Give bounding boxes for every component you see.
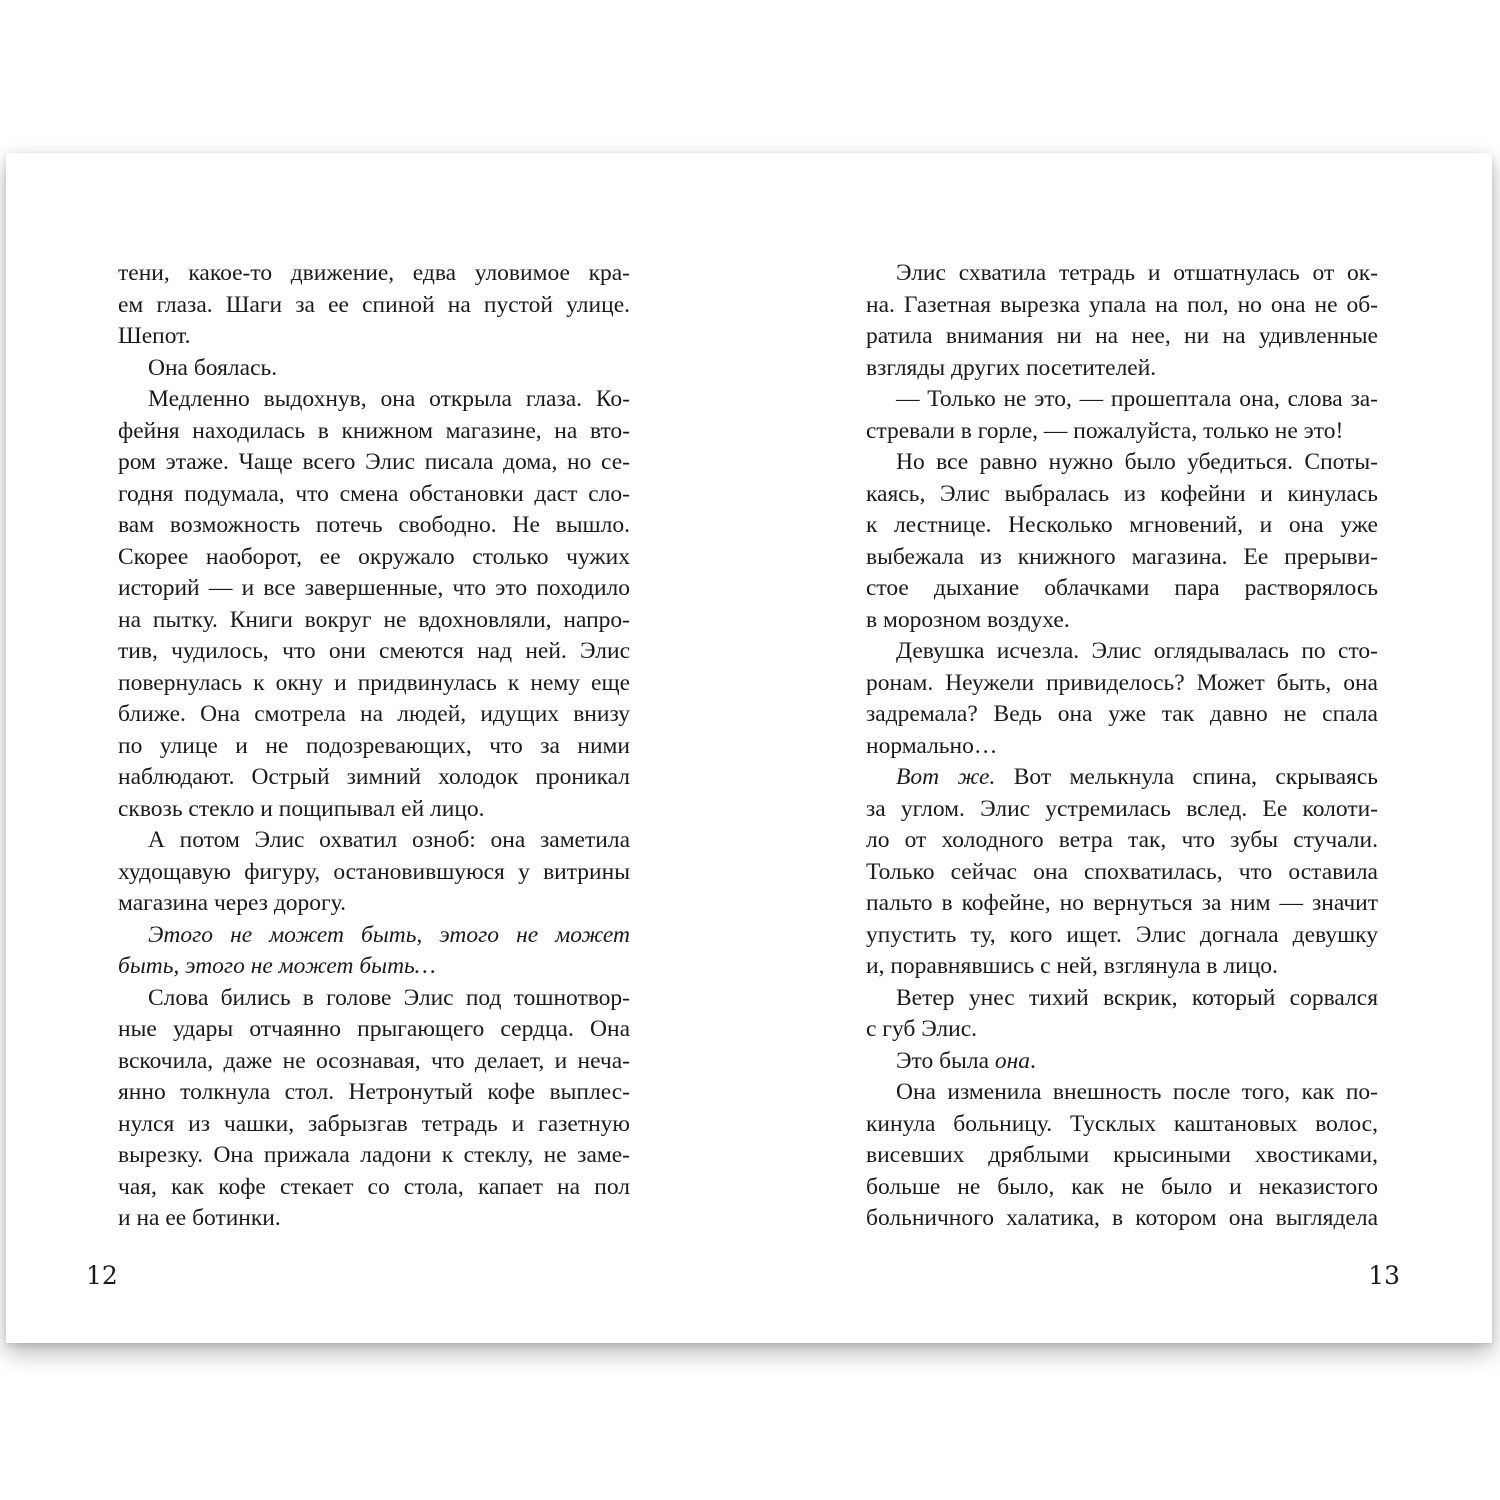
text-line-content: и, поравнявшись с ней, взглянула в лицо.	[866, 953, 1278, 979]
text-line	[118, 1172, 630, 1204]
text-line	[118, 1203, 630, 1235]
text-line	[866, 416, 1378, 448]
text-line-content: ратила внимания ни на нее, ни на удивленные	[866, 323, 1378, 349]
text-line	[118, 794, 630, 826]
text-line	[866, 636, 1378, 668]
text-line-content: сквозь стекло и пощипывал ей лицо.	[118, 795, 485, 822]
text-line-content: пальто в кофейне, но вернуться за ним — значит	[866, 890, 1378, 916]
text-line	[866, 384, 1378, 416]
left-page	[6, 153, 749, 1343]
text-line-content: по улице и не подозревающих, что за ними	[118, 732, 630, 759]
text-line-content: больше не было, как не было и неказистого	[866, 1173, 1378, 1200]
text-line-content: в морозном воздухе.	[866, 606, 1070, 633]
left-page-text	[118, 258, 630, 1235]
text-line-content: ем глаза. Шаги за ее спиной на пустой улице.	[118, 291, 630, 318]
text-line-content: Скорее наоборот, ее окружало столько чужих	[118, 543, 630, 570]
text-line-content: ло от холодного ветра так, что зубы стучали.	[866, 827, 1378, 853]
text-line	[866, 1014, 1378, 1046]
text-line	[866, 699, 1378, 731]
book-spread	[6, 153, 1492, 1343]
text-line-content: быть, этого не может быть…	[118, 953, 436, 979]
text-line	[118, 479, 630, 511]
text-line	[866, 983, 1378, 1015]
text-line	[866, 825, 1378, 857]
text-line	[118, 573, 630, 605]
text-line-content: тени, какое-то движение, едва уловимое кра-	[118, 260, 630, 286]
text-line	[118, 888, 630, 920]
text-line	[118, 825, 630, 857]
text-line-content: худощавую фигуру, остановившуюся у витрины	[118, 858, 630, 885]
text-line-content: взгляды других посетителей.	[866, 354, 1157, 381]
text-line-content: выбежала из книжного магазина. Ее прерыви-	[866, 543, 1378, 570]
text-line	[118, 321, 630, 353]
text-line	[118, 447, 630, 479]
text-line	[866, 605, 1378, 637]
text-line-content: на пытку. Книги вокруг не вдохновляли, напро-	[118, 606, 630, 633]
text-line-content: вскочила, даже не осознавая, что делает, и неча-	[118, 1047, 630, 1074]
text-line	[866, 321, 1378, 353]
text-line-content: вам возможность потечь свободно. Не вышло.	[118, 512, 630, 538]
text-line	[118, 1046, 630, 1078]
text-line	[118, 731, 630, 763]
text-line	[118, 920, 630, 952]
text-line-content: Шепот.	[118, 323, 191, 349]
text-line	[118, 605, 630, 637]
text-line	[866, 857, 1378, 889]
text-line	[118, 542, 630, 574]
text-line-content: повернулась к окну и придвинулась к нему еще	[118, 669, 630, 696]
text-line-content: к лестнице. Несколько мгновений, и она уже	[866, 512, 1378, 538]
text-line	[118, 1014, 630, 1046]
text-line-content: нормально…	[866, 732, 998, 759]
text-line-content: — Только не это, — прошептала она, слова за-	[896, 386, 1378, 412]
text-line-content: каясь, Элис выбралась из кофейни и кинулась	[866, 480, 1378, 507]
right-page-text	[866, 258, 1378, 1235]
text-line-emphasis: Вот же.	[896, 764, 996, 790]
text-line-content: Вот мелькнула спина, скрываясь	[995, 764, 1378, 790]
text-line-content: кинула больницу. Тусклых каштановых волос,	[866, 1110, 1378, 1137]
text-line-content: фейня находилась в книжном магазине, на вто-	[118, 417, 630, 444]
text-line	[866, 888, 1378, 920]
text-line-content: больничного халатика, в котором она выглядела	[866, 1205, 1378, 1231]
text-line	[118, 1140, 630, 1172]
text-line-content: А потом Элис охватил озноб: она заметила	[148, 827, 630, 853]
text-line-content: Это была	[896, 1047, 995, 1074]
text-line-content: ные удары отчаянно прыгающего сердца. Она	[118, 1016, 630, 1042]
text-line-content: годня подумала, что смена обстановки даст сло-	[118, 480, 630, 507]
text-line-content: тив, чудилось, что они смеются над ней. Элис	[118, 638, 630, 664]
text-line	[866, 353, 1378, 385]
text-line	[118, 983, 630, 1015]
text-line-content: Этого не может быть, этого не может	[148, 921, 630, 948]
text-line	[866, 794, 1378, 826]
text-line-content: нулся из чашки, забрызгав тетрадь и газетную	[118, 1110, 630, 1137]
text-line-content: стревали в горле, — пожалуйста, только не это!	[866, 417, 1344, 444]
text-line-content: стое дыхание облачками пара растворялось	[866, 575, 1378, 601]
text-line-content: висевших дряблыми крысиными хвостиками,	[866, 1142, 1378, 1168]
text-line	[118, 951, 630, 983]
text-line	[866, 542, 1378, 574]
left-page-number: 12	[86, 1261, 118, 1290]
text-line-content: ближе. Она смотрела на людей, идущих внизу	[118, 701, 630, 727]
text-line-content: Медленно выдохнув, она открыла глаза. Ко-	[148, 386, 630, 412]
text-line-content: с губ Элис.	[866, 1016, 978, 1042]
text-line-content: Она изменила внешность после того, как по-	[896, 1079, 1378, 1105]
text-line	[866, 731, 1378, 763]
text-line-content: Ветер унес тихий вскрик, который сорвался	[896, 984, 1378, 1011]
text-line-content: Только сейчас она спохватилась, что оставила	[866, 858, 1378, 885]
text-line	[866, 1203, 1378, 1235]
text-line	[866, 1140, 1378, 1172]
text-line-content: упустить ту, кого ищет. Элис догнала девушку	[866, 921, 1378, 948]
text-line	[866, 1172, 1378, 1204]
text-line	[866, 510, 1378, 542]
text-line-emphasis: она	[994, 1047, 1031, 1074]
text-line-content: Девушка исчезла. Элис оглядывалась по сто-	[896, 638, 1378, 664]
text-line	[866, 951, 1378, 983]
text-line	[118, 857, 630, 889]
text-line	[118, 699, 630, 731]
text-line	[866, 1046, 1378, 1078]
text-line-content: янно толкнула стол. Нетронутый кофе выплес-	[118, 1079, 630, 1105]
text-line	[866, 920, 1378, 952]
text-line	[118, 762, 630, 794]
text-line	[118, 636, 630, 668]
text-line-content: ром этаже. Чаще всего Элис писала дома, но се-	[118, 449, 630, 475]
text-line	[118, 668, 630, 700]
text-line-content: за углом. Элис устремилась вслед. Ее колоти-	[866, 795, 1378, 822]
text-line-tail: .	[1030, 1047, 1036, 1074]
text-line	[866, 668, 1378, 700]
text-line	[118, 258, 630, 290]
text-line	[118, 1109, 630, 1141]
text-line	[866, 447, 1378, 479]
text-line-content: ронам. Неужели привиделось? Может быть, она	[866, 669, 1378, 696]
text-line-content: Она боялась.	[148, 354, 278, 381]
text-line	[866, 1077, 1378, 1109]
right-page	[749, 153, 1492, 1343]
text-line	[118, 353, 630, 385]
text-line	[866, 573, 1378, 605]
text-line	[118, 1077, 630, 1109]
text-line-content: Слова бились в голове Элис под тошнотвор-	[148, 984, 630, 1011]
text-line	[866, 479, 1378, 511]
right-page-number: 13	[1368, 1261, 1400, 1290]
text-line-content: историй — и все завершенные, что это походило	[118, 575, 630, 601]
text-line	[866, 762, 1378, 794]
text-line-content: вырезку. Она прижала ладони к стеклу, не заме-	[118, 1142, 630, 1168]
text-line-content: наблюдают. Острый зимний холодок проникал	[118, 764, 630, 790]
text-line-content: задремала? Ведь она уже так давно не спала	[866, 701, 1378, 727]
text-line	[866, 1109, 1378, 1141]
text-line-content: магазина через дорогу.	[118, 890, 346, 916]
text-line-content: Элис схватила тетрадь и отшатнулась от ок-	[896, 260, 1378, 286]
text-line	[118, 416, 630, 448]
text-line-content: и на ее ботинки.	[118, 1205, 281, 1231]
text-line	[118, 290, 630, 322]
text-line	[118, 384, 630, 416]
text-line-content: на. Газетная вырезка упала на пол, но она не об-	[866, 291, 1378, 318]
text-line	[866, 290, 1378, 322]
text-line	[866, 258, 1378, 290]
text-line	[118, 510, 630, 542]
text-line-content: Но все равно нужно было убедиться. Споты-	[896, 449, 1378, 475]
text-line-content: чая, как кофе стекает со стола, капает на пол	[118, 1173, 630, 1200]
